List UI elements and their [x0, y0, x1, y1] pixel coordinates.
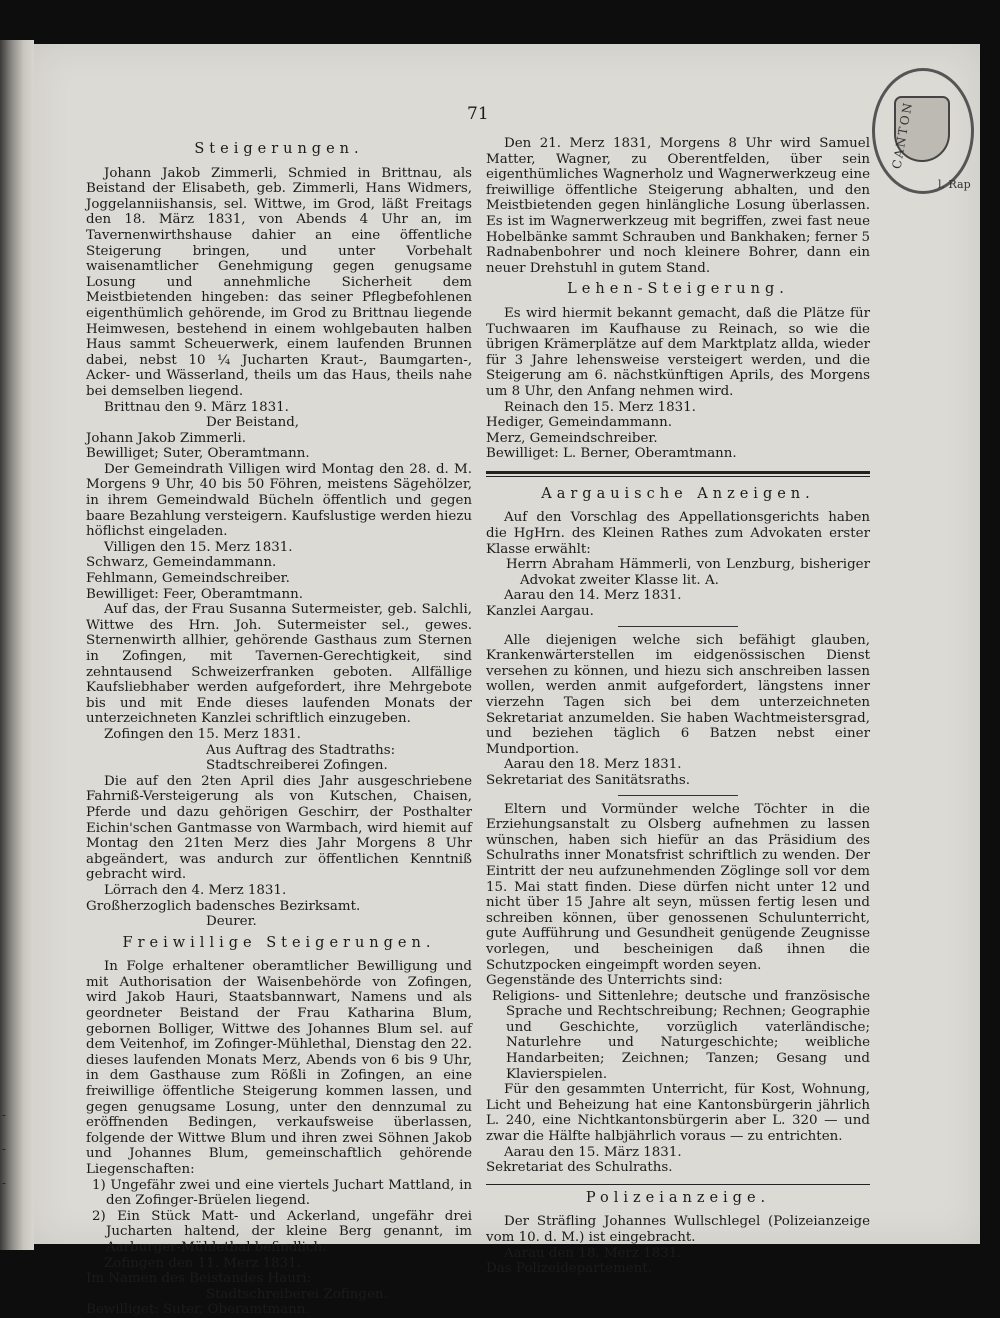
section-heading: Aargauische Anzeigen. — [541, 485, 815, 502]
stamp-subtext: l. Rap — [938, 178, 971, 191]
notice-date: Reinach den 15. Merz 1831. — [504, 399, 696, 415]
stamp-text: CANTON — [889, 99, 916, 171]
notice-signature: Im Namen des Beistandes Hauri: — [86, 1271, 312, 1287]
notice-signature: Großherzoglich badensches Bezirksamt. — [86, 898, 361, 914]
section-heading: Polizeianzeige. — [585, 1189, 771, 1206]
notice-signature: Der Beistand, — [206, 415, 300, 431]
notice-date: Zofingen den 15. Merz 1831. — [104, 726, 301, 742]
notice-approval: Bewilliget: Suter, Oberamtmann. — [86, 1302, 310, 1318]
notice-signature: Deurer. — [206, 914, 257, 930]
list-item: 1) Ungefähr zwei und eine viertels Juchart Mattland, in den Zofinger-Brüelen liegend. — [92, 1177, 472, 1209]
notice-signature: Das Polizeidepartement. — [486, 1261, 652, 1277]
section-heading: Lehen-Steigerung. — [567, 281, 789, 298]
notice-text: Eltern und Vormünder welche Töchter in die Erziehungsanstalt zu Olsberg aufnehmen zu lassen wünschen, haben sich hiefür an das Präsidium des Schulraths inner Monatsfrist schriftlich zu wenden. Der Eintritt der neu aufzunehmenden Zöglinge soll vor dem 15. Mai statt finden. Diese dürfen nicht unter 12 und nicht über 15 Jahre alt seyn, müssen fertig lesen und schreiben können, über genossenen Schulunterricht, gute Aufführung und Gesundheit genügende Zeugnisse vorlegen, und bescheinigen daß ihnen die Schutzpocken eingeimpft worden seyen. — [486, 801, 870, 973]
notice-text: Alle diejenigen welche sich befähigt glauben, Krankenwärterstellen im eidgenössischen Dienst versehen zu können, und hiezu sich anschreiben lassen wollen, werden anmit aufgefordert, längstens inner vierzehn Tagen sich bei dem unterzeichneten Sekretariat anzumelden. Sie haben Wachtmeistersgrad, und beziehen täglich 6 Batzen nebst einer Mundportion. — [486, 632, 870, 757]
page-number: 71 — [467, 104, 489, 124]
left-column — [86, 136, 472, 1318]
notice-approval: Bewilliget: L. Berner, Oberamtmann. — [486, 446, 737, 462]
notice-approval: Bewilliget; Suter, Oberamtmann. — [86, 446, 310, 462]
notice-subjects: Religions- und Sittenlehre; deutsche und französische Sprache und Rechtschreibung; Rechnen; Geographie und Geschichte, vorzüglich vaterländische; Naturlehre und Naturgeschichte; weibliche Handarbeiten; Zeichnen; Tanzen; Gesang und Klavierspielen. — [492, 988, 870, 1082]
notice-text: In Folge erhaltener oberamtlicher Bewilligung und mit Authorisation der Waisenbehörde von Zofingen, wird Jakob Hauri, Staatsbannwart, Namens und als geordneter Beistand der Frau Katharina Blum, gebornen Bolliger, Wittwe des Johannes Blum sel. auf dem Veitenhof, im Zofinger-Mühlethal, Dienstag den 22. dieses laufenden Monats Merz, Abends von 6 bis 9 Uhr, in dem Gasthause zum Rößli in Zofingen, an eine freiwillige öffentliche Steigerung kommen lassen, und gegen genugsame Losung, unter den dennzumal zu eröffnenden Bedingen, verkaufsweise überlassen, folgende der Wittwe Blum und ihren zwei Söhnen Jakob und Johannes Blum, gemeinschaftlich gehörende Liegenschaften: — [86, 959, 472, 1177]
notice-subheading: Gegenstände des Unterrichts sind: — [486, 973, 723, 989]
right-column — [486, 136, 870, 1277]
section-rule — [486, 476, 870, 477]
book-spine — [0, 40, 34, 1250]
notice-text: Die auf den 2ten April dies Jahr ausgeschriebene Fahrniß-Versteigerung als von Kutschen, Chaisen, Pferde und dazu gehörigen Geschirr, der Posthalter Eichin'schen Gantmasse von Warmbach, wird hiemit auf Montag den 21ten Merz dies Jahr Morgens 8 Uhr abgeändert, was andurch zur öffentlichen Kenntniß gebracht wird. — [86, 773, 472, 883]
list-item: 2) Ein Stück Matt- und Ackerland, ungefähr drei Jucharten haltend, der kleine Berg genannt, im Aarburger-Mühlethal befindlich. — [92, 1208, 472, 1255]
notice-signature: Kanzlei Aargau. — [486, 604, 594, 620]
notice-text: Auf den Vorschlag des Appellationsgerichts haben die HgHrn. des Kleinen Rathes zum Advokaten erster Klasse erwählt: — [486, 510, 870, 557]
notice-date: Lörrach den 4. Merz 1831. — [104, 882, 287, 898]
notice-date: Aarau den 18. Merz 1831. — [504, 1245, 682, 1261]
notice-signature: Hediger, Gemeindammann. — [486, 415, 672, 431]
section-heading: Steigerungen. — [194, 141, 364, 157]
notice-signature: Aus Auftrag des Stadtraths: — [206, 742, 396, 758]
notice-text: Auf das, der Frau Susanna Sutermeister, geb. Salchli, Wittwe des Hrn. Joh. Sutermeister sel., gewes. Sternenwirth allhier, gehörende Gasthaus zum Sternen in Zofingen, mit Tavernen-Gerechtigkeit, sind zehntausend Schweizerfranken geboten. Allfällige Kaufsliebhaber werden aufgefordert, ihre Mehrgebote bis und mit Ende dieses laufenden Monats der unterzeichneten Kanzlei schriftlich einzugeben. — [86, 602, 472, 727]
separator-rule — [618, 795, 738, 796]
notice-text: Der Gemeindrath Villigen wird Montag den 28. d. M. Morgens 9 Uhr, 40 bis 50 Föhren, meistens Sägehölzer, in ihrem Gemeindwald Bücheln öffentlich und gegen baare Bezahlung versteigern. Kaufslustige werden hiezu höflichst eingeladen. — [86, 461, 472, 540]
notice-date: Villigen den 15. Merz 1831. — [104, 539, 293, 555]
spine-marks: - - - — [2, 1108, 7, 1190]
notice-text: Den 21. Merz 1831, Morgens 8 Uhr wird Samuel Matter, Wagner, zu Oberentfelden, über sein eigenthümliches Wagnerholz und Wagnerwerkzeug eine freiwillige öffentliche Steigerung abhalten, und den Meistbietenden gegen hinlängliche Losung überlassen. Es ist im Wagnerwerkzeug mit begriffen, zwei fast neue Hobelbänke sammt Schrauben und Bankhaken; ferner 5 Radnabenbohrer und noch kleinere Bohrer, dann ein neuer Drehstuhl in gutem Stand. — [486, 136, 870, 276]
notice-name: Herrn Abraham Hämmerli, von Lenzburg, bisheriger Advokat zweiter Klasse lit. A. — [506, 557, 870, 588]
notice-signature: Stadtschreiberei Zofingen. — [206, 758, 388, 774]
notice-text: Johann Jakob Zimmerli, Schmied in Brittnau, als Beistand der Elisabeth, geb. Zimmerli, Hans Widmers, Joggelanniishansis, sel. Wittwe, im Grod, läßt Freitags den 18. März 1831, von Abends 4 Uhr an, im Tavernenwirthshause dahier an eine öffentliche Steigerung bringen, und unter Vorbehalt waisenamtlicher Genehmigung gegen genugsame Losung und annehmliche Sicherheit dem Meistbietenden hingeben: das seiner Pflegbefohlenen eigenthümlich gehörende, im Grod zu Brittnau liegende Heimwesen, bestehend in einem wohlgebauten halben Haus sammt Scheuerwerk, einem laufenden Brunnen dabei, nebst 10 ¼ Jucharten Kraut-, Baumgarten-, Acker- und Wässerland, theils um das Haus, theils nahe bei demselben liegend. — [86, 165, 472, 399]
notice-approval: Bewilliget: Feer, Oberamtmann. — [86, 586, 303, 602]
notice-signature: Sekretariat des Sanitätsraths. — [486, 772, 691, 788]
notice-date: Aarau den 15. März 1831. — [504, 1144, 682, 1160]
notice-date: Brittnau den 9. März 1831. — [104, 399, 289, 415]
notice-date: Aarau den 14. Merz 1831. — [504, 588, 682, 604]
section-rule — [486, 1184, 870, 1185]
notice-signature: Merz, Gemeindschreiber. — [486, 430, 658, 446]
notice-date: Zofingen den 11. Merz 1831. — [104, 1255, 301, 1271]
notice-signature: Johann Jakob Zimmerli. — [86, 430, 247, 446]
notice-signature: Sekretariat des Schulraths. — [486, 1160, 673, 1176]
notice-signature: Fehlmann, Gemeindschreiber. — [86, 571, 290, 587]
notice-text: Der Sträfling Johannes Wullschlegel (Polizeianzeige vom 10. d. M.) ist eingebracht. — [486, 1214, 870, 1245]
notice-text: Für den gesammten Unterricht, für Kost, Wohnung, Licht und Beheizung hat eine Kantonsbürgerin jährlich L. 240, eine Nichtkantonsbürgerin aber L. 320 — und zwar die Hälfte halbjährlich voraus — zu entrichten. — [486, 1082, 870, 1145]
notice-text: Es wird hiermit bekannt gemacht, daß die Plätze für Tuchwaaren im Kaufhause zu Reinach, so wie die übrigen Krämerplätze auf dem Marktplatz allda, wieder für 3 Jahre lehensweise versteigert werden, und die Steigerung am 6. nächstkünftigen Aprils, des Morgens um 8 Uhr, den Anfang nehmen wird. — [486, 305, 870, 399]
section-rule — [486, 471, 870, 474]
notice-signature: Stadtschreiberei Zofingen. — [206, 1286, 388, 1302]
notice-signature: Schwarz, Gemeindammann. — [86, 555, 277, 571]
section-heading: Freiwillige Steigerungen. — [122, 934, 436, 951]
notice-date: Aarau den 18. Merz 1831. — [504, 757, 682, 773]
library-stamp — [860, 58, 980, 208]
separator-rule — [618, 626, 738, 627]
